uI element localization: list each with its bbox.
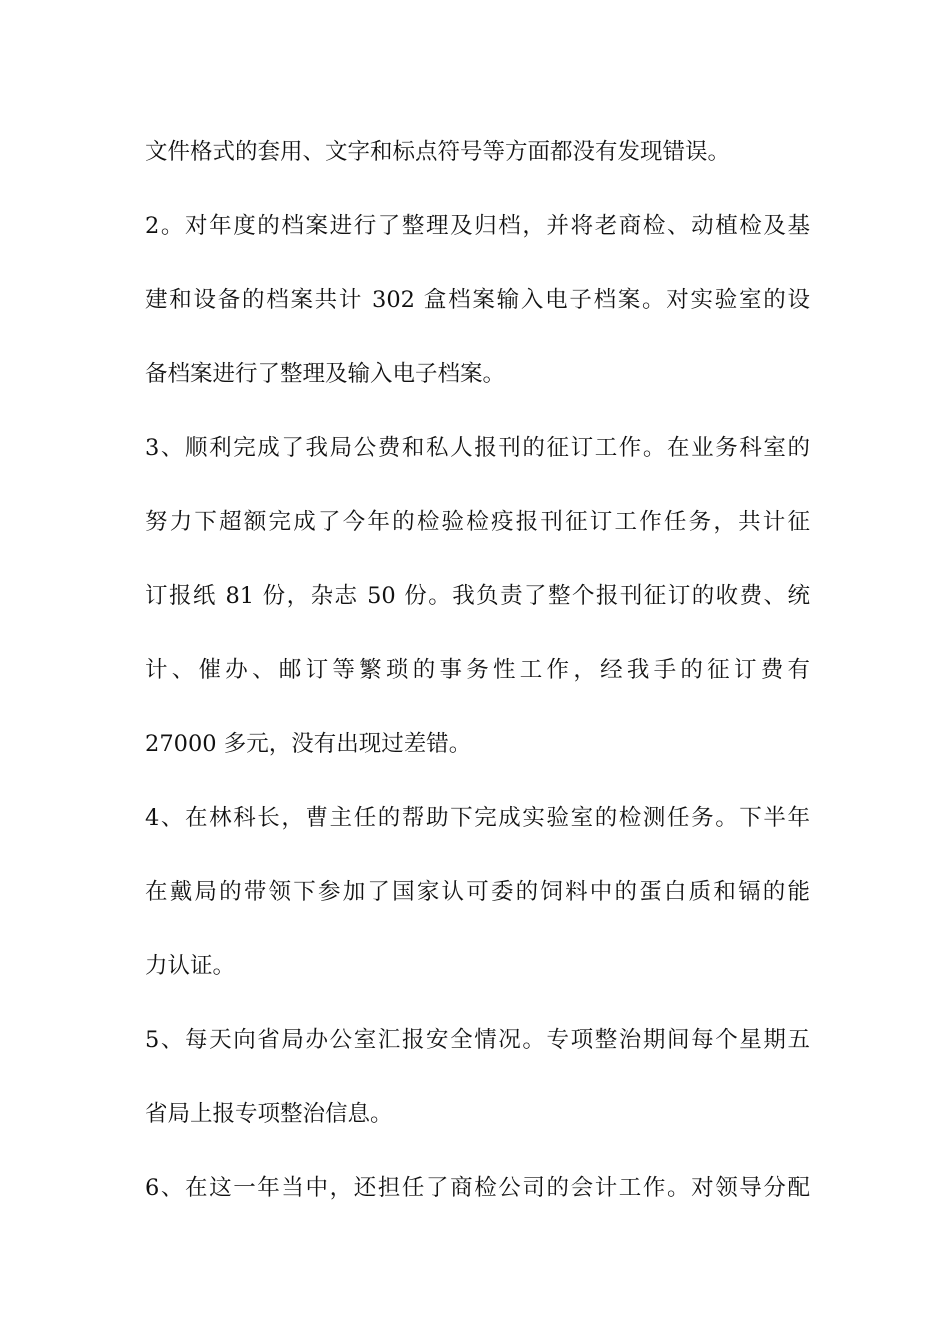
text-line: 5、每天向省局办公室汇报安全情况。专项整治期间每个星期五 xyxy=(145,1027,810,1053)
text-line: 计、催办、邮订等繁琐的事务性工作，经我手的征订费有 xyxy=(145,657,810,683)
text-line: 订报纸 81 份，杂志 50 份。我负责了整个报刊征订的收费、统 xyxy=(145,583,810,609)
text-line: 在戴局的带领下参加了国家认可委的饲料中的蛋白质和镉的能 xyxy=(145,879,810,905)
text-line: 建和设备的档案共计 302 盒档案输入电子档案。对实验室的设 xyxy=(145,287,810,313)
text-line: 27000 多元，没有出现过差错。 xyxy=(145,731,472,757)
text-line: 力认证。 xyxy=(145,953,236,979)
text-line: 3、顺利完成了我局公费和私人报刊的征订工作。在业务科室的 xyxy=(145,435,810,461)
text-line: 2。对年度的档案进行了整理及归档，并将老商检、动植检及基 xyxy=(145,213,810,239)
text-line: 文件格式的套用、文字和标点符号等方面都没有发现错误。 xyxy=(145,139,731,165)
text-line: 备档案进行了整理及输入电子档案。 xyxy=(145,361,506,387)
text-line: 省局上报专项整治信息。 xyxy=(145,1101,393,1127)
text-line: 努力下超额完成了今年的检验检疫报刊征订工作任务，共计征 xyxy=(145,509,810,535)
document-body xyxy=(145,128,810,1238)
text-line: 6、在这一年当中，还担任了商检公司的会计工作。对领导分配 xyxy=(145,1175,810,1201)
text-line: 4、在林科长，曹主任的帮助下完成实验室的检测任务。下半年 xyxy=(145,805,810,831)
